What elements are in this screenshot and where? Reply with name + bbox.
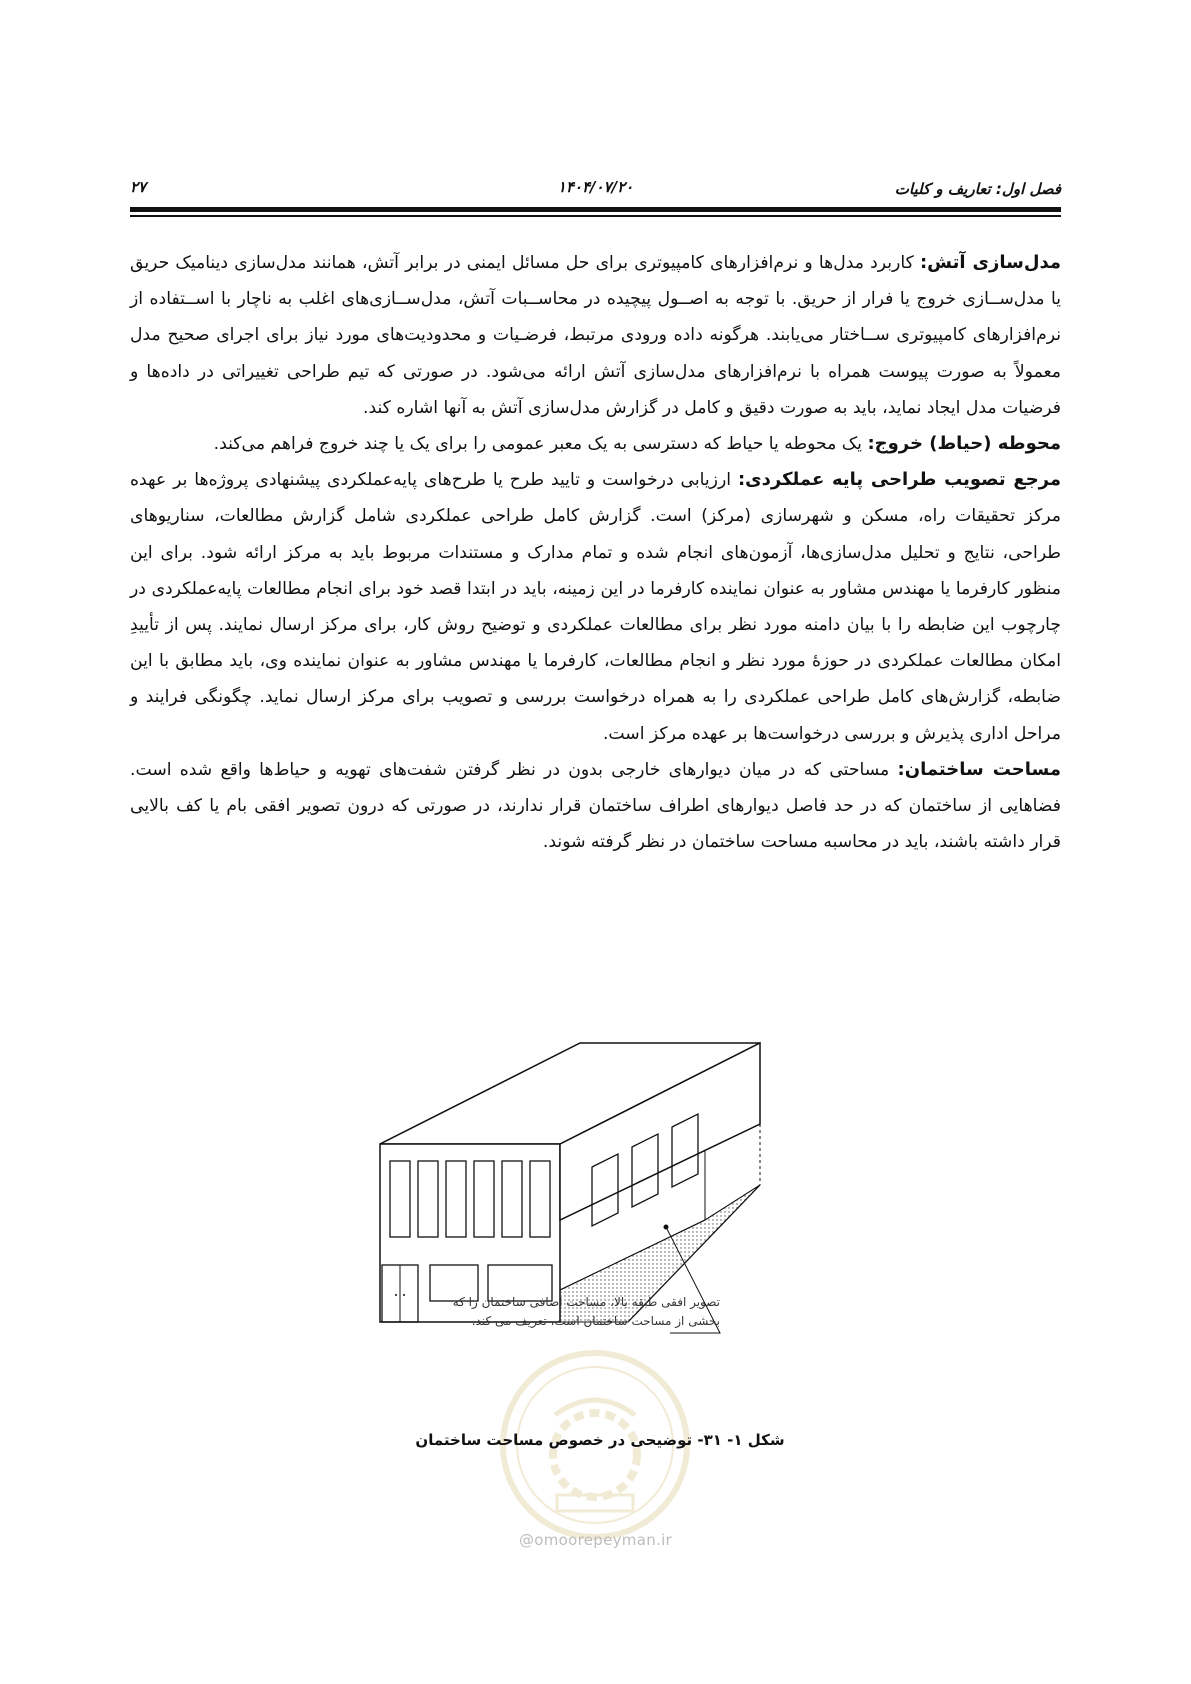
definition-text: مساحتی که در میان دیوارهای خارجی بدون در نظر گرفتن شفت‌های تهویه و حیاط‌ها واقع شده است. فضاهایی از ساختمان که در حد فاصل دیوارهای اطراف ساختمان قرار ندارند، در صورتی که درون تصویر افقی بام یا کف بالایی قرار داشته باشند، باید در محاسبه مساحت ساختمان در نظر گرفته شوند. [130, 759, 1061, 853]
header-date: ۱۴۰۴/۰۷/۲۰ [557, 178, 634, 196]
chapter-title: فصل اول: تعاریف و کلیات [894, 180, 1061, 198]
definition-term: مساحت ساختمان: [897, 758, 1062, 780]
watermark-text: @omoorepeyman.ir [518, 1531, 673, 1549]
side-facade-upper [560, 1043, 760, 1220]
figure-callout [400, 1293, 720, 1331]
header-rule-thick [130, 207, 1061, 212]
definition-exit-court [130, 426, 1061, 462]
definition-term: محوطه (حیاط) خروج: [867, 433, 1061, 455]
definition-text: ارزیابی درخواست و تایید طرح یا طرح‌های پایه‌عملکردی پیشنهادی پروژه‌ها بر عهده مرکز تحقیقات راه، مسکن و شهرسازی (مرکز) است. گزارش کامل طراحی عملکردی شامل گزارش مطالعات، سناریوهای طراحی، نتایج و تحلیل مدل‌سازی‌ها، آزمون‌های انجام شده و تمام مدارک و مستندات مربوط باید به مرکز ارائه شود. برای این منظور کارفرما یا مهندس مشاور به عنوان نماینده کارفرما در این زمینه، باید در ابتدا قصد خود برای انجام مطالعات پایه‌عملکردی در چارچوب این ضابطه را با بیان دامنه مورد نظر برای مطالعات عملکردی و توضیح روش کار، برای مرکز ارسال نمایند. پس از تأییدِ امکان مطالعات عملکردی در حوزهٔ مورد نظر و انجام مطالعات، کارفرما یا مهندس مشاور به عنوان نماینده وی، باید مطابق با این ضابطه، گزارش‌های کامل طراحی عملکردی را به همراه درخواست بررسی و تصویب برای مرکز ارسال نماید. چگونگی فرایند و مراحل اداری پذیرش و بررسی درخواست‌ها بر عهده مرکز است. [130, 470, 1061, 744]
figure-caption: شکل ۱- ۳۱- توضیحی در خصوص مساحت ساختمان [415, 1431, 785, 1449]
callout-line-1: تصویر افقی طبقه بالا، مساحت اضافی ساختمان را که [452, 1295, 720, 1309]
definition-approval-authority [130, 462, 1061, 752]
definition-fire-modeling [130, 245, 1061, 426]
header-rule-thin [130, 215, 1061, 217]
definition-term: مرجع تصویب طراحی پایه عملکردی: [737, 469, 1062, 491]
definition-text: یک محوطه یا حیاط که دسترسی به یک معبر عمومی را برای یک یا چند خروج فراهم می‌کند. [213, 434, 868, 455]
definition-text: کاربرد مدل‌ها و نرم‌افزارهای کامپیوتری برای حل مسائل ایمنی در برابر آتش، همانند مدل‌سازی دینامیک حریق یا مدل‌ســازی خروج یا فرار از حریق. با توجه به اصــول پیچیده در محاســبات آتش، مدل‌ســازی‌های اغلب به ناچار با اســتفاده از نرم‌افزارهای کامپیوتری ســاختار می‌یابند. هرگونه داده ورودی مرتبط، فرضـیات و محدودیت‌های مورد نیاز برای اجرای صحیح مدل معمولاً به صورت پیوست همراه با نرم‌افزارهای مدل‌سازی آتش ارائه می‌شود. در صورتی که تیم طراحی تغییراتی در داده‌ها و فرضیات مدل ایجاد نماید، باید به صورت دقیق و کامل در گزارش مدل‌سازی آتش به آنها اشاره کند. [130, 253, 1061, 418]
definition-term: مدل‌سازی آتش: [919, 252, 1061, 273]
page-number: ۲۷ [130, 178, 147, 196]
page-header [130, 172, 1061, 206]
callout-line-2: بخشی از مساحت ساختمان است، تعریف می کند. [471, 1314, 720, 1328]
definition-building-area [130, 752, 1061, 861]
body-text [130, 245, 1061, 860]
